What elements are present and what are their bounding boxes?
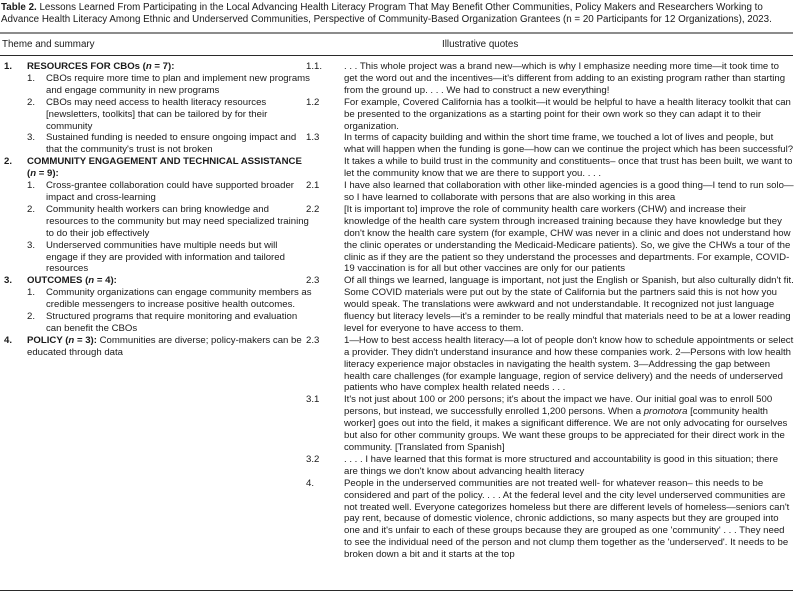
quote-item <box>306 180 794 204</box>
quote-text: I have also learned that collaboration with other like-minded agencies is a good thing—I tend to run solo—so I have learned to collaborate with persons that are also working in this area <box>344 180 794 203</box>
quote-item <box>306 394 794 454</box>
table-caption-text: Lessons Learned From Participating in the Local Advancing Health Literacy Program That May Benefit Other Communities, Policy Makers and Researchers Working to Advance Health Literacy Among Ethnic and Underserved Communities, Perspective of Community-Based Organization Grantees (n = 20 Participants for 12 Organizations), 2023. <box>1 2 772 26</box>
quote-number: 1.3 <box>306 132 320 144</box>
quote-text: . . . . I have learned that this format is more structured and accountability is good in this situation; there are things we don't know about advancing health literacy <box>344 453 779 477</box>
quote-item <box>306 61 794 97</box>
quote-text: [It is important to] improve the role of community health care workers (CHW) and increase their knowledge of the health care system through increased training because they have knowledge but they don't know the health care system (for example, CHW was never in a clinic and does not understand how the clinic operates or understanding the Medicaid-Medicare patients). So, we give the CHWs a tour of the clinic as if they are the patient so they understand the processes and departments. For example, COVID-19 vaccination is for all but other vaccines are only for our patients <box>344 203 791 275</box>
quote-number: 3.1 <box>306 394 320 406</box>
header-divider <box>0 55 793 56</box>
quote-item <box>306 275 794 335</box>
theme-subitem: 3. Underserved communities have multiple needs but will engage if they are provided with information and tailored resources <box>27 239 285 275</box>
table-label: Table 2. <box>1 2 37 13</box>
quote-text: It's not just about 100 or 200 persons; it's about the impact we have. Our initial goal was to enroll 500 persons, but instead, we successfully enrolled 1,200 persons. When a promotora [community health worker] goes out into the field, it makes a significant difference. We are not only advocating for ourselves but also for other community groups. We want these groups to be appreciated for their direct work in the community. [Translated from Spanish] <box>344 394 788 453</box>
theme-title: COMMUNITY ENGAGEMENT AND TECHNICAL ASSISTANCE (n = 9): <box>27 156 302 180</box>
theme-subitem: 3. Sustained funding is needed to ensure ongoing impact and that the community's trust is not broken <box>27 132 297 156</box>
quote-number: 4. <box>306 477 315 489</box>
column-header-theme: Theme and summary <box>2 39 95 50</box>
themes-column <box>2 61 312 359</box>
quote-text: 1—How to best access health literacy—a lot of people don't know how to schedule appointments or select a provider. They didn't understand insurance and how these companies work. 2—Persons with low health literacy experience major obstacles in navigating the health system. 3—Addressing the gap between health care challenges (for example language, region of service delivery) and the needs of underserved patients who have complex health related needs . . . <box>344 334 794 394</box>
table-bottom-rule <box>0 590 793 591</box>
quote-number: 3.2 <box>306 453 320 465</box>
quote-text: In terms of capacity building and within the short time frame, we touched a lot of lives and people, but what will happen when the funding is gone—how can we continue the project which has been successful? It takes a while to build trust in the community and constituents– once that trust has been built, we want to let the community know that we are there to support you. . . . <box>344 132 794 180</box>
quote-text: For example, Covered California has a toolkit—it would be helpful to have a health literacy toolkit that can be presented to the organizations as a starting point for their own work so they can adapt it to their organization. <box>344 96 791 132</box>
quote-number: 1.1. <box>306 61 323 72</box>
theme-title: OUTCOMES (n = 4): <box>27 275 117 287</box>
quote-item <box>306 478 794 561</box>
quote-item <box>306 204 794 275</box>
theme-item <box>2 61 312 73</box>
caption-divider <box>0 32 793 34</box>
quote-number: 2.2 <box>306 203 320 215</box>
column-header-quotes: Illustrative quotes <box>442 39 519 50</box>
theme-subitem: 2. CBOs may need access to health literacy resources [newsletters, toolkits] that can be tailored by for their community <box>27 96 268 132</box>
theme-number: 1. <box>4 61 13 72</box>
theme-title: RESOURCES FOR CBOs (n = 7): <box>27 61 175 72</box>
quotes-column <box>306 61 794 561</box>
theme-number: 4. <box>4 334 13 346</box>
theme-item <box>2 275 312 287</box>
theme-subitem: 1. Cross-grantee collaboration could have supported broader impact and cross-learning <box>27 180 294 203</box>
theme-subitem: 2. Community health workers can bring knowledge and resources to the community but may need specialized training to do their job effectively <box>27 203 309 239</box>
quote-item <box>306 335 794 395</box>
theme-number: 3. <box>4 275 13 287</box>
quote-number: 2.3 <box>306 275 320 287</box>
table-caption <box>1 2 795 26</box>
theme-subitem: 2. Structured programs that require monitoring and evaluation can benefit the CBOs <box>27 311 298 334</box>
quote-item <box>306 132 794 180</box>
quote-text: Of all things we learned, language is important, not just the English or Spanish, but also culturally didn't fit. Some COVID materials were put out by the state of California but the partners said this is not how you would speak. The translations were awkward and not understandable. It recognized not just language fluency but literacy levels—it's a reminder to be really mindful that materials need to be at a lower reading level for everyone to have access to them. <box>344 275 794 334</box>
quote-item <box>306 97 794 133</box>
quote-number: 1.2 <box>306 96 320 108</box>
quote-text: . . . This whole project was a brand new—which is why I emphasize needing more time—it took time to get the word out and the incentives—it's different from adding to an existing program rather than starting from the ground up. . . . We had to construct a new everything! <box>344 61 786 96</box>
quote-text: People in the underserved communities are not treated well- for whatever reason– this needs to be considered and part of the policy. . . . At the federal level and the city level underserved communities are not treated well. Everyone categorizes homeless but there are different levels of homeless—seniors can't pay rent, because of domestic violence, chronic addictions, so many aspects but they are grouped into one and it's unfair to each of these groups because they are grouped as one 'community' . . . They need to see the individual need of the person and not clump them together as the 'underserved'. It needs to be broken down a bit and it starts at the top <box>344 477 790 561</box>
theme-summary: Communities are diverse; policy-makers can be educated through data <box>27 334 302 358</box>
theme-subitem: 1. CBOs require more time to plan and implement new programs and engage community in new programs <box>27 72 310 96</box>
quote-number: 2.1 <box>306 180 320 192</box>
quote-item <box>306 454 794 478</box>
theme-title: POLICY (n = 3): <box>27 334 97 346</box>
theme-item <box>2 335 312 359</box>
theme-item <box>2 156 312 180</box>
theme-subitem: 1. Community organizations can engage community members as credible messengers to increase positive health outcomes. <box>27 287 312 311</box>
theme-number: 2. <box>4 156 13 168</box>
quote-number: 2.3 <box>306 334 320 346</box>
